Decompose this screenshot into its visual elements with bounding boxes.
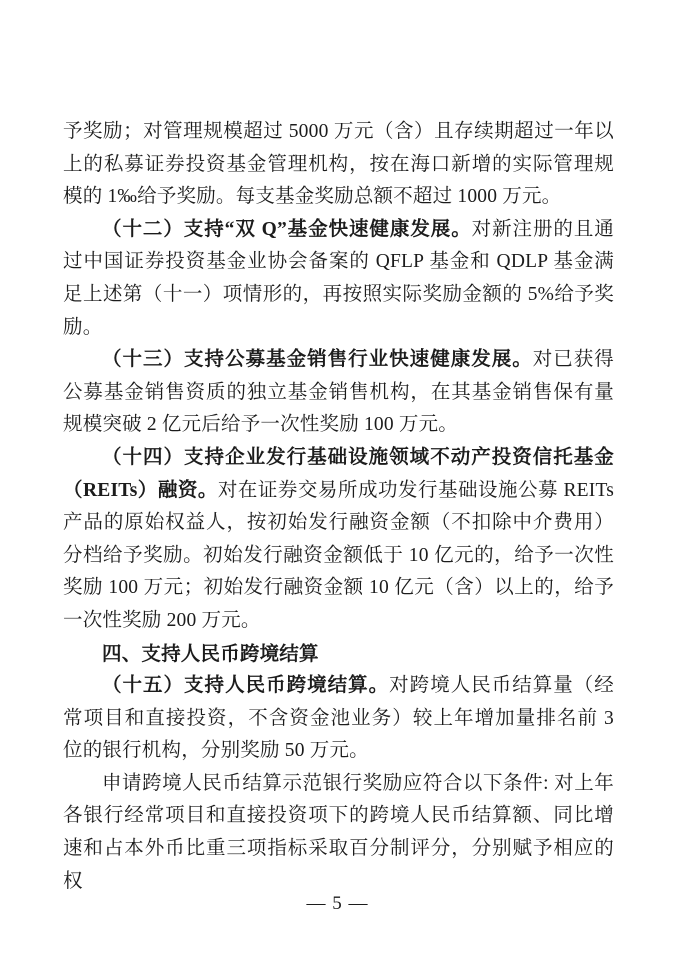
section-heading: 四、支持人民币跨境结算 xyxy=(102,642,319,665)
paragraph-text: 对跨境人民币结算量（经常项目和直接投资，不含资金池业务）较上年增加量排名前 3 位的银行机构，分别奖励 50 万元。 xyxy=(63,675,614,762)
paragraph-text: 对已获得公募基金销售资质的独立基金销售机构，在其基金销售保有量规模突破 2 亿元后给予一次性奖励 100 万元。 xyxy=(63,349,614,436)
paragraph-text: 予奖励；对管理规模超过 5000 万元（含）且存续期超过一年以上的私募证券投资基金管理机构，按在海口新增的实际管理规模的 1‰给予奖励。每支基金奖励总额不超过 1000 万元。 xyxy=(63,121,614,208)
paragraph xyxy=(63,768,614,898)
paragraph xyxy=(63,116,614,214)
document-body xyxy=(63,116,614,898)
paragraph-lead: （十五）支持人民币跨境结算。 xyxy=(102,675,390,697)
paragraph xyxy=(63,442,614,638)
paragraph-lead: （十四）支持企业发行基础设施领域不动产投资信托基金（REITs）融资。 xyxy=(63,446,614,501)
paragraph-text: 对在证券交易所成功发行基础设施公募 REITs 产品的原始权益人，按初始发行融资金额（不扣除中介费用）分档给予奖励。初始发行融资金额低于 10 亿元的，给予一次性奖励 100 万元；初始发行融资金额 10 亿元（含）以上的，给予一次性奖励 200 万元。 xyxy=(63,479,614,631)
paragraph-lead: （十二）支持“双 Q”基金快速健康发展。 xyxy=(102,218,472,240)
page-footer xyxy=(0,893,675,915)
paragraph xyxy=(63,344,614,442)
paragraph-lead: （十三）支持公募基金销售行业快速健康发展。 xyxy=(102,349,533,371)
page-number: — 5 — xyxy=(306,893,369,914)
paragraph-text: 对新注册的且通过中国证券投资基金业协会备案的 QFLP 基金和 QDLP 基金满足上述第（十一）项情形的，再按照实际奖励金额的 5%给予奖励。 xyxy=(63,218,614,338)
paragraph xyxy=(63,670,614,768)
paragraph xyxy=(63,214,614,344)
paragraph-text: 申请跨境人民币结算示范银行奖励应符合以下条件: 对上年各银行经常项目和直接投资项下的跨境人民币结算额、同比增速和占本外币比重三项指标采取百分制评分，分别赋予相应的权 xyxy=(63,772,614,892)
